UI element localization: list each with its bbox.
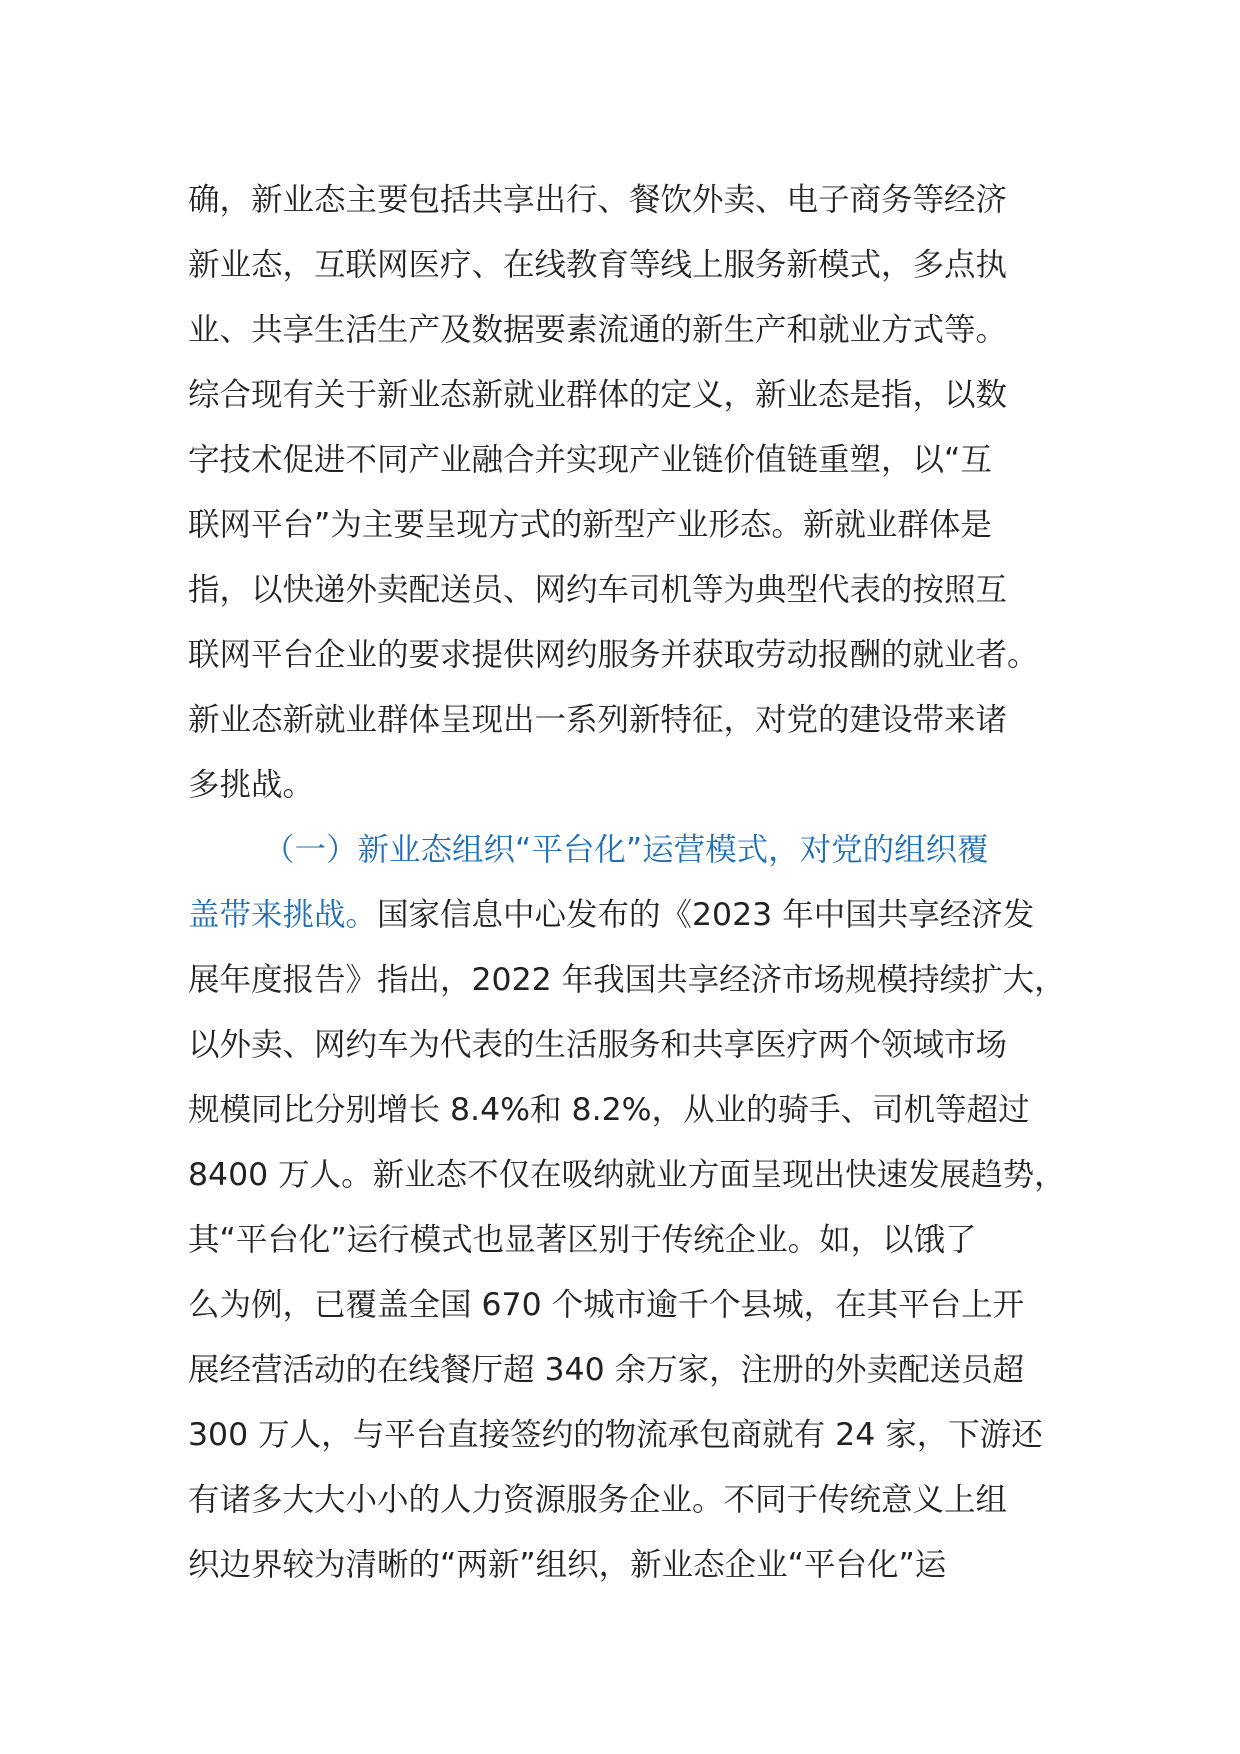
text-line: 新业态，互联网医疗、在线教育等线上服务新模式，多点执 — [188, 247, 1008, 283]
document-page — [188, 168, 1088, 1598]
text-line: 8400 万人。新业态不仅在吸纳就业方面呈现出快速发展趋势， — [188, 1157, 1066, 1193]
text-line: 业、共享生活生产及数据要素流通的新生产和就业方式等。 — [188, 312, 1008, 348]
body-text: 国家信息中心发布的《2023 年中国共享经济发 — [377, 897, 1035, 933]
text-line: 展经营活动的在线餐厅超 340 余万家，注册的外卖配送员超 — [188, 1352, 1025, 1388]
text-line: 300 万人，与平台直接签约的物流承包商就有 24 家，下游还 — [188, 1417, 1043, 1453]
text-line: 指，以快递外卖配送员、网约车司机等为典型代表的按照互 — [188, 572, 1008, 608]
text-line: 综合现有关于新业态新就业群体的定义，新业态是指，以数 — [188, 377, 1008, 413]
text-line: 规模同比分别增长 8.4%和 8.2%，从业的骑手、司机等超过 — [188, 1092, 1030, 1128]
text-line: 织边界较为清晰的“两新”组织，新业态企业“平台化”运 — [188, 1547, 947, 1583]
text-line: 展年度报告》指出，2022 年我国共享经济市场规模持续扩大， — [188, 962, 1066, 998]
text-line: 联网平台”为主要呈现方式的新型产业形态。新就业群体是 — [188, 507, 992, 543]
text-line — [188, 883, 1088, 948]
text-line: 多挑战。 — [188, 767, 315, 803]
text-line: 联网平台企业的要求提供网约服务并获取劳动报酬的就业者。 — [188, 637, 1039, 673]
section-heading-continuation: 盖带来挑战。 — [188, 897, 378, 933]
text-line: 其“平台化”运行模式也显著区别于传统企业。如，以饿了 — [188, 1222, 977, 1258]
text-line: 新业态新就业群体呈现出一系列新特征，对党的建设带来诸 — [188, 702, 1008, 738]
text-line: 有诸多大大小小的人力资源服务企业。不同于传统意义上组 — [188, 1482, 1008, 1518]
text-line: 字技术促进不同产业融合并实现产业链价值链重塑，以“互 — [188, 442, 992, 478]
text-line: 以外卖、网约车为代表的生活服务和共享医疗两个领域市场 — [188, 1027, 1008, 1063]
text-line: 么为例，已覆盖全国 670 个城市逾千个县城，在其平台上开 — [188, 1287, 1025, 1323]
section-heading: （一）新业态组织“平台化”运营模式，对党的组织覆 — [263, 832, 989, 868]
text-line: 确，新业态主要包括共享出行、餐饮外卖、电子商务等经济 — [188, 182, 1008, 218]
